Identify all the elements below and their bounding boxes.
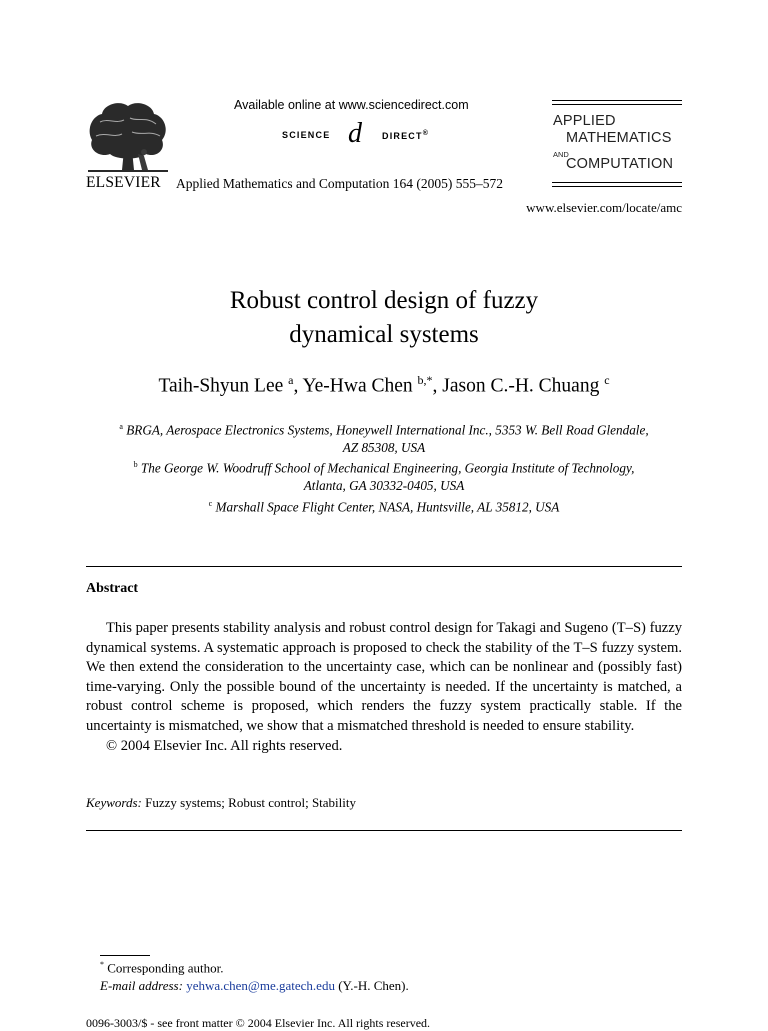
- abstract-bottom-rule: [86, 830, 682, 831]
- available-online-text: Available online at www.sciencedirect.com: [234, 98, 469, 112]
- sd-mark-icon: d: [348, 118, 362, 149]
- author-affil-mark: c: [604, 373, 610, 387]
- journal-logo-line1: APPLIED: [553, 113, 616, 129]
- abstract-top-rule: [86, 566, 682, 567]
- paper-title: [86, 284, 682, 352]
- email-label: E-mail address:: [100, 978, 183, 993]
- abstract-heading: Abstract: [86, 581, 139, 596]
- elsevier-logo: [86, 100, 170, 192]
- title-line-2: dynamical systems: [289, 321, 479, 348]
- abstract-paragraph: This paper presents stability analysis and robust control design for Takagi and Sugeno (T–S) fuzzy dynamical systems. A systematic approach is proposed to check the stability of the T–S fuzzy system. We then extend the consideration to the uncertainty case, which can be nonlinear and (possibly fast) time-varying. Only the possible bound of the uncertainty is needed. If the uncertainty is matched, a robust control scheme is proposed, which renders the fuzzy system practically stable. If the uncertainty is mismatched, we show that a mismatched threshold is needed to ensure stability.: [86, 620, 682, 734]
- email-link[interactable]: yehwa.chen@me.gatech.edu: [186, 978, 335, 993]
- keywords-label: Keywords:: [86, 795, 142, 810]
- abstract-copyright: © 2004 Elsevier Inc. All rights reserved.: [106, 737, 343, 754]
- footnote-email: E-mail address: yehwa.chen@me.gatech.edu (Y.-H. Chen).: [100, 978, 409, 993]
- front-matter-line: 0096-3003/$ - see front matter © 2004 Elsevier Inc. All rights reserved.: [86, 1016, 431, 1030]
- author-list: Taih-Shyun Lee $^a$, Ye-Hwa Chen $^{b,*}$, Jason C.-H. Chuang $^c$: [158, 373, 610, 397]
- title-line-1: Robust control design of fuzzy: [229, 287, 539, 314]
- sciencedirect-logo: [282, 118, 452, 152]
- affiliations: [86, 418, 682, 516]
- keywords: [86, 795, 356, 811]
- publisher-name: ELSEVIER: [86, 174, 161, 191]
- affiliation-a: $^a$ BRGA, Aerospace Electronics Systems, Honeywell International Inc., 5353 W. Bell Road Glendale, AZ 85308, USA: [119, 422, 649, 455]
- author-affil-mark: a: [288, 373, 294, 387]
- journal-citation: Applied Mathematics and Computation 164 (2005) 555–572: [176, 176, 503, 191]
- sd-right-word: DIRECT®: [382, 130, 428, 141]
- keywords-list: Fuzzy systems; Robust control; Stability: [141, 795, 356, 810]
- affiliation-b: $^b$ The George W. Woodruff School of Mechanical Engineering, Georgia Institute of Technology, Atlanta, GA 30332-0405, USA: [133, 460, 635, 494]
- footnote-rule: [100, 955, 150, 956]
- author-name: Taih-Shyun Lee: [158, 375, 289, 397]
- author-name: Jason C.-H. Chuang: [442, 375, 605, 397]
- journal-logo-and: AND: [553, 150, 569, 159]
- journal-logo: [552, 100, 682, 190]
- author-affil-mark: b,*: [417, 373, 433, 387]
- affiliation-c: $^c$ Marshall Space Flight Center, NASA, Huntsville, AL 35812, USA: [208, 498, 560, 515]
- journal-url[interactable]: www.elsevier.com/locate/amc: [526, 200, 682, 215]
- journal-logo-line2: MATHEMATICS: [566, 130, 672, 146]
- footnote-corresponding: * Corresponding author.: [100, 960, 224, 976]
- sd-left-word: SCIENCE: [282, 130, 331, 140]
- abstract-body: [86, 619, 682, 756]
- elsevier-tree-icon: [86, 100, 170, 172]
- journal-logo-line3: COMPUTATION: [566, 156, 674, 172]
- author-name: Ye-Hwa Chen: [302, 375, 418, 397]
